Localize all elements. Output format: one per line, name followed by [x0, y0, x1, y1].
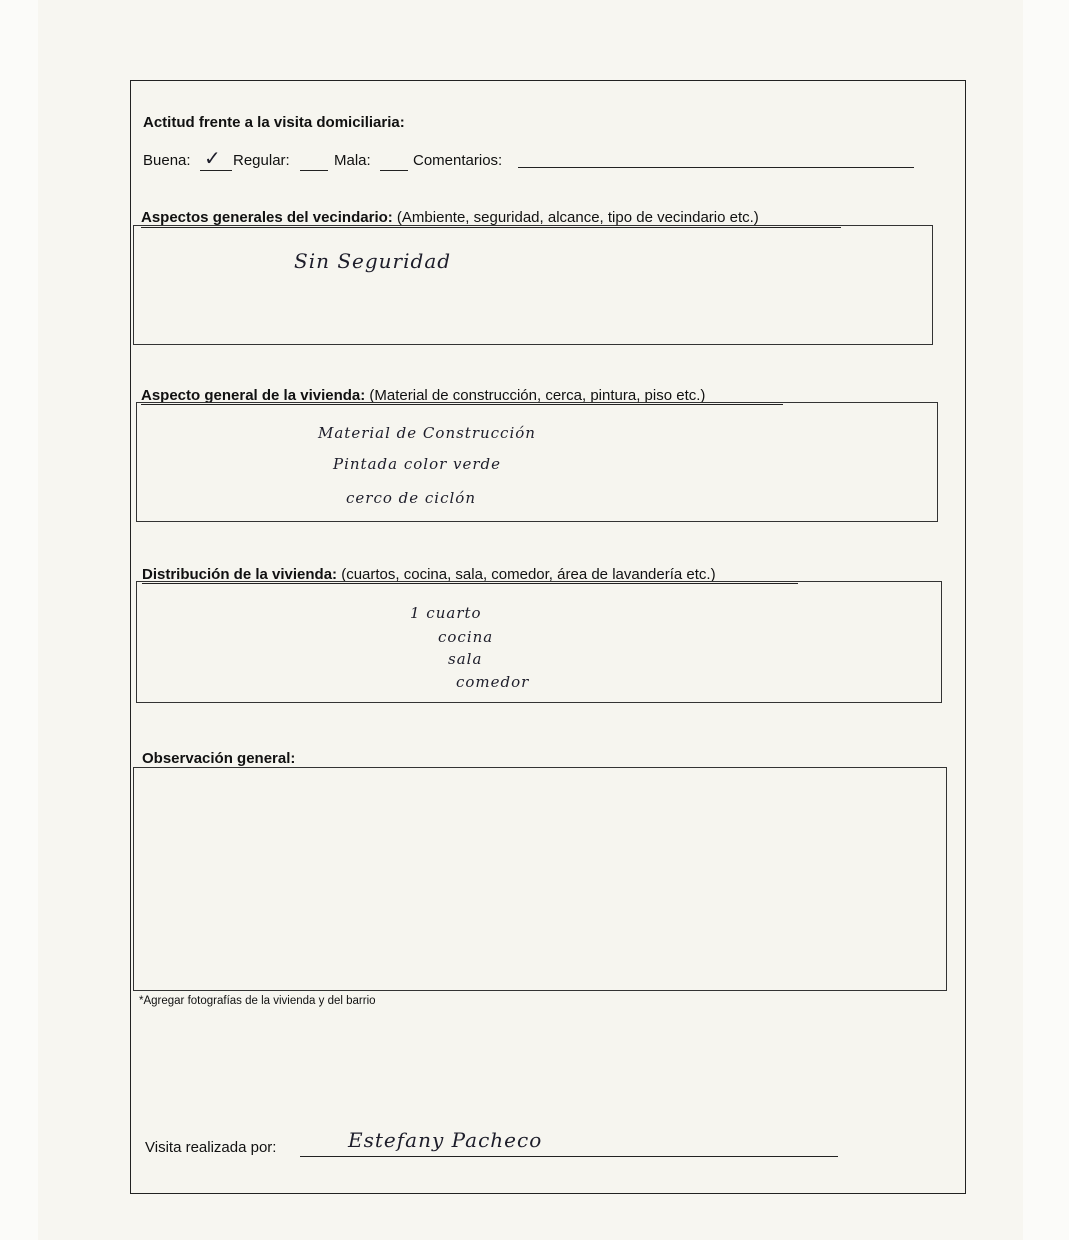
distribution-title-rest: (cuartos, cocina, sala, comedor, área de lavandería etc.)	[337, 566, 716, 583]
comments-line	[518, 167, 914, 168]
distribution-handwriting-line-1: 1 cuarto	[410, 604, 482, 622]
housing-aspect-handwriting-line-3: cerco de ciclón	[346, 489, 476, 507]
buena-label: Buena:	[143, 152, 191, 169]
scan-margin-left	[0, 0, 38, 1240]
visit-signature-line	[300, 1156, 838, 1157]
visit-label: Visita realizada por:	[145, 1139, 277, 1156]
neighborhood-box	[133, 225, 933, 345]
housing-aspect-handwriting-line-1: Material de Construcción	[318, 424, 536, 442]
footnote: *Agregar fotografías de la vivienda y del barrio	[139, 995, 376, 1007]
distribution-handwriting-line-4: comedor	[456, 673, 530, 691]
regular-line	[300, 170, 328, 171]
buena-check-mark: ✓	[204, 146, 222, 170]
housing-aspect-handwriting-line-2: Pintada color verde	[333, 455, 502, 473]
distribution-handwriting-line-3: sala	[448, 650, 483, 668]
neighborhood-handwriting: Sin Seguridad	[294, 249, 452, 273]
visit-signature: Estefany Pacheco	[348, 1128, 543, 1152]
attitude-title: Actitud frente a la visita domiciliaria:	[143, 114, 405, 131]
regular-label: Regular:	[233, 152, 290, 169]
mala-label: Mala:	[334, 152, 371, 169]
neighborhood-title	[141, 209, 759, 226]
observation-title: Observación general:	[142, 750, 296, 767]
distribution-title-bold: Distribución de la vivienda:	[142, 566, 338, 583]
distribution-handwriting-line-2: cocina	[438, 628, 494, 646]
mala-line	[380, 170, 408, 171]
housing-aspect-title-bold: Aspecto general de la vivienda:	[141, 387, 366, 404]
housing-aspect-title-rest: (Material de construcción, cerca, pintura, piso etc.)	[365, 387, 706, 404]
scan-margin-right	[1023, 0, 1069, 1240]
distribution-box	[136, 581, 942, 703]
neighborhood-title-bold: Aspectos generales del vecindario:	[141, 209, 393, 226]
buena-line	[200, 170, 232, 171]
observation-box	[133, 767, 947, 991]
housing-aspect-box	[136, 402, 938, 522]
neighborhood-title-rest: (Ambiente, seguridad, alcance, tipo de vecindario etc.)	[392, 209, 759, 226]
comments-label: Comentarios:	[413, 152, 503, 169]
